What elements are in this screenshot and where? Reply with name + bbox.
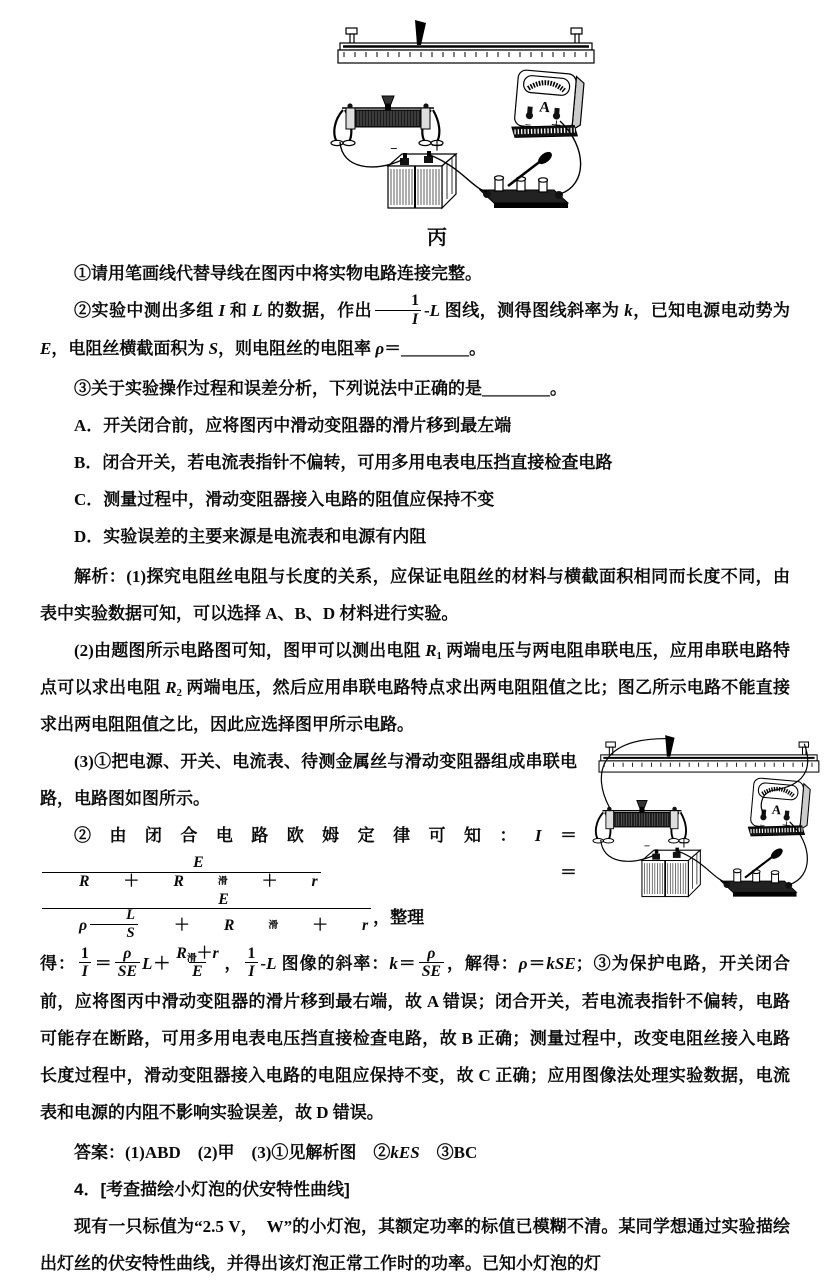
figure-bing xyxy=(330,20,600,251)
circuit-apparatus-figure xyxy=(330,20,600,220)
analysis-part3b: ②由闭合电路欧姆定律可知：I＝ E R ＋ R 滑 ＋ r ＝ E ρ $\frac{L}{S}$ ＋ R 滑 ＋ r ，整理 xyxy=(40,817,790,945)
option-d: D．实验误差的主要来源是电流表和电源有内阻 xyxy=(74,527,427,547)
analysis-part3-with-figure xyxy=(40,743,790,1131)
question-step-2: ②实验中测出多组 I 和 L 的数据，作出 $\frac{1}{I}$ -L 图线，测得图线斜率为 k，已知电源电动势为 E，电阻丝横截面积为 S，则电阻丝的电阻率 ρ＝________。 xyxy=(40,291,791,359)
answer-line: 答案：(1)ABD (2)甲 (3)①见解析图 ②kES ③BC xyxy=(74,1143,478,1163)
question-step-1: ①请用笔画线代替导线在图丙中将实物电路连接完整。 xyxy=(74,264,482,283)
option-c: C．测量过程中，滑动变阻器接入电路的阻值应保持不变 xyxy=(74,490,495,510)
option-a: A．开关闭合前，应将图丙中滑动变阻器的滑片移到最左端 xyxy=(74,416,512,436)
question4-heading: 4．[考查描绘小灯泡的伏安特性曲线] xyxy=(74,1180,350,1200)
option-b: B．闭合开关，若电流表指针不偏转，可用多用电表电压挡直接检查电路 xyxy=(74,453,613,473)
analysis-part3a: (3)①把电源、开关、电流表、待测金属丝与滑动变阻器组成串联电路，电路图如图所示。 xyxy=(40,752,577,809)
connected-circuit-figure xyxy=(587,735,824,907)
question4-body: 现有一只标值为“2.5 V， W”的小灯泡，其额定功率的标值已模糊不清。某同学想通过实验描绘出灯丝的伏安特性曲线，并得出该灯泡正常工作时的功率。已知小灯泡的灯 xyxy=(40,1217,790,1274)
answer-circuit-figure xyxy=(587,735,824,912)
analysis-part1: 解析：(1)探究电阻丝电阻与长度的关系，应保证电阻丝的材料与横截面积相同而长度不同，由表中实验数据可知，可以选择 A、B、D 材料进行实验。 xyxy=(40,567,790,624)
analysis-part3c: 得： $\frac{1}{I}$ ＝ $\frac{\rho}{SE}$ L＋ $\frac{R_滑+r}{E}$ ， $\frac{1}{I}$ -L 图像的斜率：k＝ $\frac{\rho}{SE}$ ，解得：ρ＝kSE；③为保护电路，开关闭合前，应将图丙中滑动变阻器的滑片移到最右端，故 A 错误；闭合开关，若电流表指针不偏转，电路可能存在断路，可用多用电表电压挡直接检查电路，故 B 正确；测量过程中，改变电阻丝接入电路长度过程中，滑动变阻器接入电路的电阻应保持不变，故 C 正确；应用图像法处理实验数据，电流表和电源的内阻不影响实验误差，故 D 错误。 xyxy=(40,944,791,1123)
analysis-part2: (2)由题图所示电路图可知，图甲可以测出电阻 $R_1$ 两端电压与两电阻串联电压，应用串联电路特点可以求出电阻 $R_2$ 两端电压，然后应用串联电路特点求出两电阻阻值之比；图乙所示电路不能直接求出两电阻阻值之比，因此应选择图甲所示电路。 xyxy=(40,641,791,735)
question-step-3: ③关于实验操作过程和误差分析，下列说法中正确的是________。 xyxy=(74,379,567,399)
figure-caption: 丙 xyxy=(427,227,447,249)
